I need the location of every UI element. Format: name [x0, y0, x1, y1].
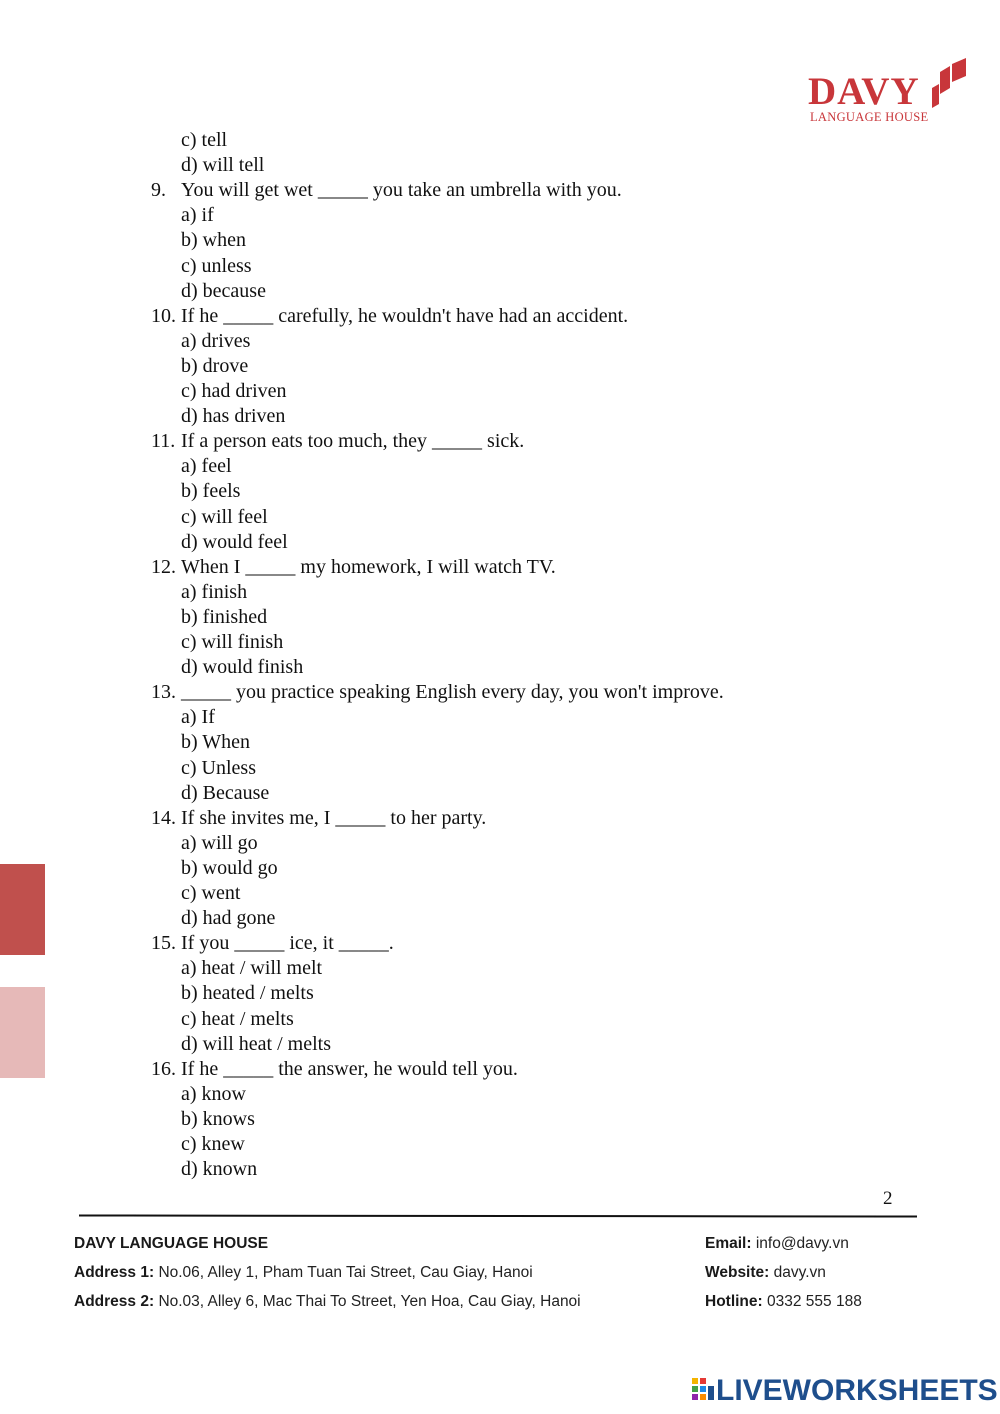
answer-option: d) because — [181, 279, 266, 302]
footer-address-1-label: Address 1: — [74, 1264, 155, 1281]
answer-option: d) known — [181, 1158, 258, 1181]
question-text: If she invites me, I _____ to her party. — [181, 806, 487, 829]
question-number: 13. — [151, 681, 176, 704]
question-text: When I _____ my homework, I will watch TV. — [181, 555, 556, 578]
logo-subtitle: LANGUAGE HOUSE — [810, 110, 929, 124]
answer-option: a) heat / will melt — [181, 957, 323, 980]
answer-option: d) had gone — [181, 907, 276, 930]
question-text: If he _____ carefully, he wouldn't have had an accident. — [181, 304, 629, 327]
footer-hotline-label: Hotline: — [705, 1293, 763, 1310]
footer-address-2-value: No.03, Alley 6, Mac Thai To Street, Yen Hoa, Cau Giay, Hanoi — [158, 1293, 581, 1310]
answer-option: c) tell — [181, 129, 228, 151]
answer-option: d) would feel — [181, 530, 288, 553]
question-number: 11. — [151, 430, 176, 453]
answer-option: c) went — [181, 882, 241, 904]
answer-option: b) knows — [181, 1107, 255, 1130]
answer-option: c) will feel — [181, 505, 268, 528]
answer-option: a) drives — [181, 329, 251, 352]
liveworksheets-text: LIVEWORKSHEETS — [716, 1374, 998, 1407]
side-bar-light — [0, 987, 45, 1078]
footer-email — [705, 1235, 849, 1253]
answer-option: a) If — [181, 706, 215, 729]
footer-hotline — [705, 1293, 862, 1311]
question-text: _____ you practice speaking English every day, you won't improve. — [181, 681, 724, 704]
answer-option: c) heat / melts — [181, 1007, 294, 1030]
question-number: 12. — [151, 555, 176, 578]
footer-org — [74, 1235, 268, 1253]
answer-option: a) will go — [181, 831, 258, 854]
answer-option: b) heated / melts — [181, 982, 314, 1005]
answer-option: c) had driven — [181, 380, 287, 402]
answer-option: d) will heat / melts — [181, 1032, 331, 1055]
answer-option: a) if — [181, 204, 214, 227]
question-number: 14. — [151, 806, 176, 829]
answer-option: b) would go — [181, 856, 278, 879]
footer-address-1-value: No.06, Alley 1, Pham Tuan Tai Street, Cau Giay, Hanoi — [158, 1264, 533, 1281]
footer-address-2 — [74, 1293, 581, 1311]
footer-email-label: Email: — [705, 1235, 752, 1252]
answer-option: b) finished — [181, 605, 268, 628]
answer-option: d) would finish — [181, 656, 304, 679]
footer-website-value[interactable]: davy.vn — [773, 1264, 826, 1281]
footer-website-label: Website: — [705, 1264, 770, 1281]
question-number: 15. — [151, 932, 176, 955]
answer-option: c) will finish — [181, 631, 284, 653]
footer-website — [705, 1264, 826, 1282]
page-number: 2 — [883, 1188, 893, 1209]
footer-divider — [79, 1214, 917, 1217]
footer-org-name: DAVY LANGUAGE HOUSE — [74, 1235, 269, 1252]
answer-option: b) drove — [181, 354, 249, 377]
liveworksheets-icon — [692, 1378, 714, 1406]
footer-hotline-value: 0332 555 188 — [767, 1293, 862, 1310]
davy-logo — [806, 58, 976, 128]
footer-email-value[interactable]: info@davy.vn — [755, 1235, 849, 1252]
question-number: 9. — [151, 179, 166, 202]
answer-option: d) Because — [181, 781, 270, 804]
question-text: If a person eats too much, they _____ sick. — [181, 430, 525, 453]
question-number: 10. — [151, 304, 176, 327]
answer-option: a) finish — [181, 580, 248, 603]
answer-option: b) when — [181, 229, 246, 252]
answer-option: c) Unless — [181, 756, 256, 779]
logo-brand: DAVY — [808, 70, 920, 113]
logo-flag-icon — [930, 58, 970, 110]
footer-address-2-label: Address 2: — [74, 1293, 155, 1310]
answer-option: d) will tell — [181, 154, 265, 177]
answer-option: c) knew — [181, 1133, 245, 1155]
question-number: 16. — [151, 1057, 176, 1080]
side-bar-dark — [0, 864, 45, 955]
question-text: If he _____ the answer, he would tell you. — [181, 1057, 518, 1080]
answer-option: a) know — [181, 1082, 246, 1105]
answer-option: d) has driven — [181, 405, 286, 428]
footer-address-1 — [74, 1264, 533, 1282]
question-text: If you _____ ice, it _____. — [181, 932, 394, 955]
answer-option: c) unless — [181, 254, 252, 277]
answer-option: a) feel — [181, 455, 232, 478]
question-text: You will get wet _____ you take an umbrella with you. — [181, 179, 622, 202]
answer-option: b) When — [181, 731, 251, 754]
answer-option: b) feels — [181, 480, 241, 503]
